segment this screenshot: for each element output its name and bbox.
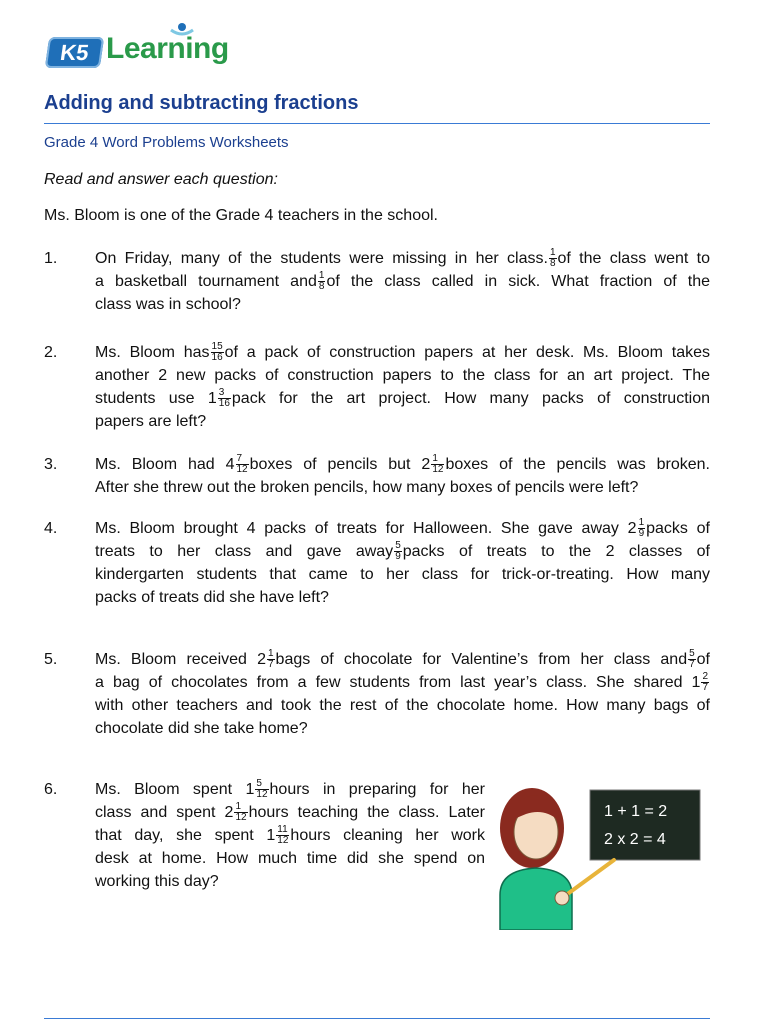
fraction-denominator: 16 (218, 398, 230, 410)
question-number: 3. (44, 456, 58, 473)
fraction-numerator: 1 (267, 648, 274, 660)
fraction-numerator: 11 (277, 824, 288, 836)
board-equation-2: 2 x 2 = 4 (604, 831, 666, 848)
fraction-numerator: 15 (211, 341, 223, 353)
fraction-denominator: 8 (549, 258, 556, 270)
fraction-numerator: 3 (218, 388, 231, 399)
fraction-numerator: 2 (702, 671, 708, 683)
question-line (95, 540, 710, 563)
fraction (236, 454, 249, 475)
fraction-denominator: 7 (689, 659, 695, 671)
fraction-numerator: 1 (549, 247, 556, 259)
question-number: 4. (44, 520, 58, 537)
fraction (638, 518, 646, 539)
fraction (549, 248, 557, 269)
title-divider (44, 123, 710, 124)
fraction-denominator: 12 (277, 835, 289, 847)
fraction (255, 779, 268, 800)
question-text (95, 517, 710, 609)
text-segment: papers are left? (95, 413, 207, 430)
fraction-denominator: 12 (235, 812, 247, 824)
fraction (394, 541, 402, 562)
text-segment: packs of treats did she have left? (95, 589, 329, 606)
fraction-numerator: 1 (234, 802, 247, 813)
question-line (95, 717, 710, 740)
fraction-denominator: 12 (256, 789, 268, 801)
question-line (95, 801, 485, 824)
question-line (95, 364, 710, 387)
fraction-numerator: 1 (431, 454, 444, 465)
text-segment: Ms. Bloom brought 4 packs of treats for Halloween. She gave away 2 (95, 520, 637, 537)
text-segment: with other teachers and took the rest of the chocolate home. How many bags of (95, 697, 710, 714)
text-segment: of a pack of construction papers at her desk. Ms. Bloom takes (224, 344, 711, 361)
fraction-denominator: 8 (318, 281, 325, 293)
fraction-numerator: 5 (395, 540, 401, 552)
question-line (95, 870, 485, 893)
text-segment: treats to her class and gave away (95, 543, 394, 560)
text-segment: hours cleaning her work (290, 827, 485, 844)
question-text (95, 778, 485, 893)
text-segment: students use 1 (95, 390, 217, 407)
chalkboard (590, 790, 700, 860)
question-line (95, 648, 710, 671)
text-segment: a bag of chocolates from a few students from last year’s class. She shared 1 (95, 674, 701, 691)
pointer-stick (562, 860, 614, 898)
fraction (267, 649, 275, 670)
fraction (276, 825, 289, 846)
text-segment: another 2 new packs of construction papers to the class for an art project. The (95, 367, 710, 384)
fraction-denominator: 7 (702, 682, 708, 694)
question-text (95, 453, 710, 499)
question-line (95, 778, 485, 801)
text-segment: working this day? (95, 873, 219, 890)
text-segment: pack for the art project. How many packs of construction (231, 390, 710, 407)
logo-person-icon (167, 22, 197, 42)
question-line (95, 476, 710, 499)
text-segment: After she threw out the broken pencils, how many boxes of pencils were left? (95, 479, 639, 496)
fraction-numerator: 1 (638, 517, 645, 529)
fraction-numerator: 1 (318, 270, 325, 282)
text-segment: class was in school? (95, 296, 241, 313)
fraction (701, 672, 709, 693)
fraction (688, 649, 696, 670)
question-line (95, 293, 710, 316)
question-line (95, 671, 710, 694)
text-segment: packs of treats to the 2 classes of (402, 543, 711, 560)
question-line (95, 824, 485, 847)
instructions: Read and answer each question: (44, 171, 278, 188)
fraction-denominator: 12 (236, 464, 248, 476)
page-subtitle: Grade 4 Word Problems Worksheets (44, 134, 289, 151)
text-segment: bags of chocolate for Valentine’s from her class and (275, 651, 688, 668)
fraction-denominator: 16 (211, 352, 223, 364)
text-segment: Ms. Bloom spent 1 (95, 781, 255, 798)
question-number: 1. (44, 250, 58, 267)
footer-divider (44, 1018, 710, 1019)
text-segment: desk at home. How much time did she spend on (95, 850, 485, 867)
fraction-numerator: 7 (236, 454, 249, 465)
question-number: 6. (44, 781, 58, 798)
fraction-denominator: 9 (395, 551, 401, 563)
question-line (95, 517, 710, 540)
question-line (95, 694, 710, 717)
fraction (431, 454, 444, 475)
text-segment: of the class went to (557, 250, 710, 267)
fraction-denominator: 12 (432, 464, 444, 476)
text-segment: boxes of pencils but 2 (249, 456, 431, 473)
question-text (95, 341, 710, 433)
fraction (318, 271, 326, 292)
question-line (95, 387, 710, 410)
question-line (95, 410, 710, 433)
text-segment: On Friday, many of the students were missing in her class. (95, 250, 548, 267)
text-segment: hours teaching the class. Later (248, 804, 486, 821)
question-line (95, 341, 710, 364)
intro-text: Ms. Bloom is one of the Grade 4 teachers in the school. (44, 207, 438, 224)
text-segment: packs of (646, 520, 711, 537)
question-text (95, 648, 710, 740)
text-segment: hours in preparing for her (269, 781, 486, 798)
logo-text: Learning (106, 32, 229, 65)
text-segment: of the class called in sick. What fraction of the (326, 273, 711, 290)
fraction (211, 342, 224, 363)
fraction-numerator: 5 (255, 779, 268, 790)
question-line (95, 270, 710, 293)
text-segment: of (696, 651, 710, 668)
question-text (95, 247, 710, 316)
fraction-denominator: 7 (267, 659, 274, 671)
fraction (218, 388, 231, 409)
text-segment: boxes of the pencils was broken. (445, 456, 710, 473)
logo-badge: K5 (45, 37, 104, 68)
text-segment: Ms. Bloom had 4 (95, 456, 235, 473)
fraction-denominator: 9 (638, 528, 645, 540)
board-equation-1: 1 + 1 = 2 (604, 803, 668, 820)
text-segment: chocolate did she take home? (95, 720, 308, 737)
k5-learning-logo[interactable] (47, 22, 247, 70)
question-line (95, 247, 710, 270)
text-segment: kindergarten students that came to her class for trick-or-treating. How many (95, 566, 710, 583)
page-title: Adding and subtracting fractions (44, 92, 359, 114)
text-segment: that day, she spent 1 (95, 827, 276, 844)
teacher-illustration (496, 770, 708, 930)
text-segment: class and spent 2 (95, 804, 234, 821)
question-number: 5. (44, 651, 58, 668)
question-line (95, 586, 710, 609)
question-line (95, 563, 710, 586)
question-line (95, 453, 710, 476)
text-segment: Ms. Bloom has (95, 344, 210, 361)
question-line (95, 847, 485, 870)
text-segment: a basketball tournament and (95, 273, 317, 290)
fraction-numerator: 5 (689, 648, 695, 660)
question-number: 2. (44, 344, 58, 361)
hand (555, 891, 569, 905)
fraction (234, 802, 247, 823)
text-segment: Ms. Bloom received 2 (95, 651, 266, 668)
